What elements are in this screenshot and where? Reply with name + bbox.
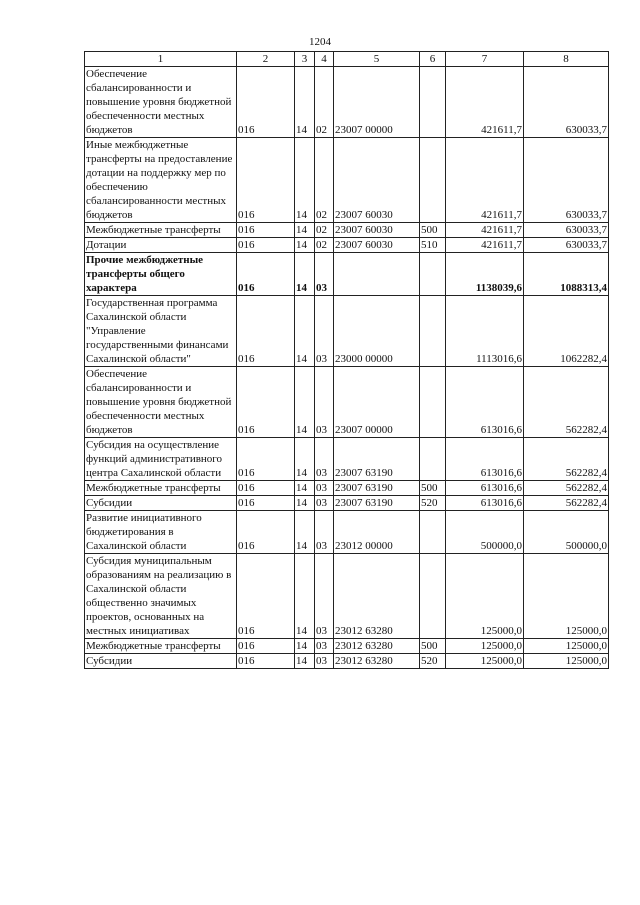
cell-name: Иные межбюджетные трансферты на предоставление дотации на поддержку мер по обеспечению сбалансированности местных бюджетов [85,138,237,223]
cell-target-article: 23007 63190 [334,438,420,481]
cell-section: 14 [295,238,315,253]
cell-name: Дотации [85,238,237,253]
cell-section: 14 [295,223,315,238]
cell-name: Обеспечение сбалансированности и повышение уровня бюджетной обеспеченности местных бюджетов [85,367,237,438]
cell-section: 14 [295,654,315,669]
cell-target-article: 23012 63280 [334,654,420,669]
cell-section: 14 [295,138,315,223]
cell-section: 14 [295,496,315,511]
cell-amount-year2: 562282,4 [524,438,609,481]
cell-expense-type: 500 [420,223,446,238]
table-row [85,223,609,238]
header-row [85,52,609,67]
cell-target-article: 23000 00000 [334,296,420,367]
cell-name: Межбюджетные трансферты [85,223,237,238]
cell-amount-year2: 630033,7 [524,238,609,253]
table-row [85,438,609,481]
cell-expense-type [420,253,446,296]
cell-target-article: 23007 63190 [334,496,420,511]
table-row [85,238,609,253]
column-header: 7 [446,52,524,67]
cell-section: 14 [295,67,315,138]
cell-name: Субсидии [85,654,237,669]
cell-expense-type: 500 [420,481,446,496]
table-row [85,296,609,367]
cell-admin-code: 016 [237,438,295,481]
cell-amount-year1: 421611,7 [446,138,524,223]
cell-admin-code: 016 [237,367,295,438]
cell-expense-type [420,138,446,223]
cell-amount-year1: 613016,6 [446,481,524,496]
cell-amount-year2: 562282,4 [524,496,609,511]
cell-section: 14 [295,554,315,639]
table-row [85,496,609,511]
cell-name: Субсидия на осуществление функций административного центра Сахалинской области [85,438,237,481]
cell-amount-year1: 125000,0 [446,554,524,639]
cell-name: Обеспечение сбалансированности и повышение уровня бюджетной обеспеченности местных бюджетов [85,67,237,138]
cell-subsection: 02 [315,223,334,238]
cell-admin-code: 016 [237,554,295,639]
column-header: 5 [334,52,420,67]
cell-admin-code: 016 [237,238,295,253]
table-row [85,554,609,639]
table-row [85,654,609,669]
cell-admin-code: 016 [237,296,295,367]
cell-expense-type: 500 [420,639,446,654]
cell-admin-code: 016 [237,481,295,496]
cell-admin-code: 016 [237,654,295,669]
cell-amount-year2: 630033,7 [524,223,609,238]
cell-amount-year2: 630033,7 [524,138,609,223]
cell-expense-type: 510 [420,238,446,253]
cell-target-article: 23007 63190 [334,481,420,496]
cell-name: Субсидия муниципальным образованиям на реализацию в Сахалинской области общественно значимых проектов, основанных на местных инициативах [85,554,237,639]
cell-target-article: 23012 63280 [334,554,420,639]
cell-subsection: 03 [315,511,334,554]
cell-subsection: 03 [315,367,334,438]
cell-target-article [334,253,420,296]
cell-amount-year2: 500000,0 [524,511,609,554]
cell-target-article: 23007 00000 [334,367,420,438]
cell-target-article: 23012 00000 [334,511,420,554]
cell-expense-type [420,367,446,438]
cell-amount-year1: 613016,6 [446,438,524,481]
cell-name: Государственная программа Сахалинской области "Управление государственными финансами Сахалинской области" [85,296,237,367]
cell-amount-year1: 500000,0 [446,511,524,554]
cell-expense-type [420,438,446,481]
column-header: 2 [237,52,295,67]
page-number: 1204 [309,36,331,48]
cell-amount-year1: 125000,0 [446,654,524,669]
cell-subsection: 03 [315,438,334,481]
cell-subsection: 02 [315,138,334,223]
cell-section: 14 [295,253,315,296]
cell-amount-year2: 562282,4 [524,481,609,496]
cell-section: 14 [295,367,315,438]
cell-expense-type: 520 [420,654,446,669]
cell-amount-year2: 125000,0 [524,554,609,639]
cell-subsection: 02 [315,238,334,253]
table-row [85,138,609,223]
cell-subsection: 03 [315,296,334,367]
table-row [85,67,609,138]
cell-subsection: 03 [315,654,334,669]
table-row [85,367,609,438]
cell-section: 14 [295,511,315,554]
cell-amount-year1: 1138039,6 [446,253,524,296]
cell-amount-year1: 421611,7 [446,238,524,253]
cell-subsection: 03 [315,253,334,296]
cell-subsection: 02 [315,67,334,138]
cell-admin-code: 016 [237,253,295,296]
cell-amount-year2: 1062282,4 [524,296,609,367]
cell-amount-year1: 421611,7 [446,223,524,238]
budget-table [84,51,609,669]
cell-target-article: 23007 60030 [334,223,420,238]
cell-subsection: 03 [315,481,334,496]
cell-name: Развитие инициативного бюджетирования в Сахалинской области [85,511,237,554]
cell-section: 14 [295,438,315,481]
table-row [85,511,609,554]
cell-subsection: 03 [315,496,334,511]
cell-amount-year1: 613016,6 [446,496,524,511]
cell-name: Межбюджетные трансферты [85,481,237,496]
cell-amount-year2: 1088313,4 [524,253,609,296]
cell-section: 14 [295,481,315,496]
cell-admin-code: 016 [237,496,295,511]
cell-target-article: 23012 63280 [334,639,420,654]
cell-amount-year2: 125000,0 [524,654,609,669]
cell-name: Прочие межбюджетные трансферты общего характера [85,253,237,296]
cell-amount-year1: 613016,6 [446,367,524,438]
cell-expense-type: 520 [420,496,446,511]
cell-amount-year1: 125000,0 [446,639,524,654]
column-header: 4 [315,52,334,67]
table-body [85,52,609,669]
cell-amount-year2: 630033,7 [524,67,609,138]
cell-admin-code: 016 [237,223,295,238]
table-row [85,253,609,296]
table-row [85,639,609,654]
cell-name: Межбюджетные трансферты [85,639,237,654]
cell-expense-type [420,67,446,138]
cell-expense-type [420,554,446,639]
cell-subsection: 03 [315,554,334,639]
cell-admin-code: 016 [237,511,295,554]
cell-amount-year1: 1113016,6 [446,296,524,367]
column-header: 6 [420,52,446,67]
cell-admin-code: 016 [237,67,295,138]
cell-subsection: 03 [315,639,334,654]
cell-section: 14 [295,296,315,367]
cell-target-article: 23007 60030 [334,238,420,253]
cell-amount-year1: 421611,7 [446,67,524,138]
cell-target-article: 23007 00000 [334,67,420,138]
cell-expense-type [420,296,446,367]
cell-section: 14 [295,639,315,654]
cell-name: Субсидии [85,496,237,511]
column-header: 8 [524,52,609,67]
cell-admin-code: 016 [237,639,295,654]
cell-admin-code: 016 [237,138,295,223]
column-header: 3 [295,52,315,67]
table-row [85,481,609,496]
cell-amount-year2: 125000,0 [524,639,609,654]
cell-amount-year2: 562282,4 [524,367,609,438]
cell-target-article: 23007 60030 [334,138,420,223]
column-header: 1 [85,52,237,67]
cell-expense-type [420,511,446,554]
